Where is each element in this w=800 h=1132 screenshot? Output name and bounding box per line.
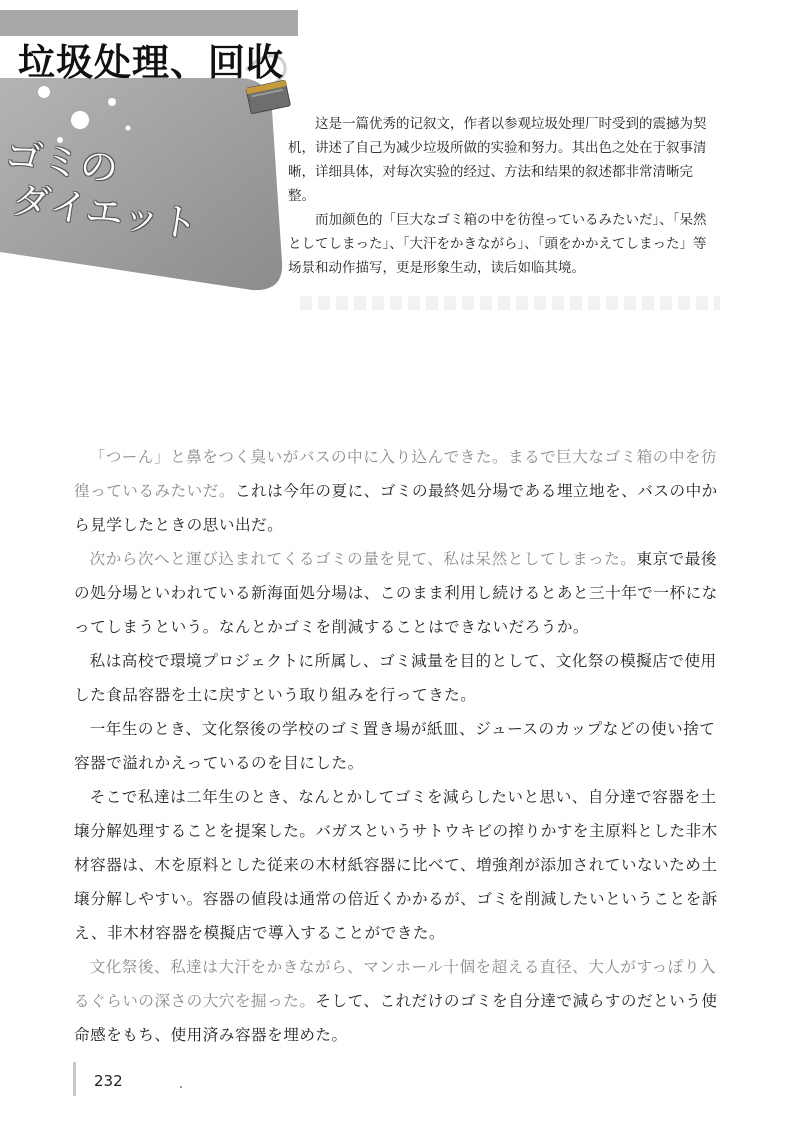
paragraph-text: これは今年の夏に、ゴミの最終処分場である埋立地を、バスの中から見学したときの思い出だ。 bbox=[74, 482, 718, 534]
bubble-decoration bbox=[108, 98, 116, 106]
highlighted-phrase: 次から次へと運び込まれてくるゴミの量を見て、私は呆然としてしまった。 bbox=[89, 550, 637, 568]
chapter-title: 垃圾处理、回收 bbox=[18, 41, 284, 84]
essay-paragraph: 私は高校で環境プロジェクトに所属し、ゴミ減量を目的として、文化祭の模擬店で使用した食品容器を土に戻すという取り組みを行ってきた。 bbox=[74, 652, 717, 704]
speck bbox=[180, 1086, 182, 1088]
bleed-through-text bbox=[300, 296, 720, 310]
intro-paragraph: 这是一篇优秀的记叙文，作者以参观垃圾处理厂时受到的震撼为契机，讲述了自己为减少垃圾所做的实验和努力。其出色之处在于叙事清晰，详细具体，对每次实验的经过、方法和结果的叙述都非常清晰完整。 bbox=[288, 116, 707, 204]
page-number: 232 bbox=[94, 1072, 123, 1090]
footer-rule bbox=[73, 1062, 76, 1096]
essay-paragraph bbox=[74, 440, 724, 542]
essay-paragraph: そこで私達は二年生のとき、なんとかしてゴミを減らしたいと思い、自分達で容器を土壌分解処理することを提案した。バガスというサトウキビの搾りかすを主原料とした非木材容器は、木を原料とした従来の木材紙容器に比べて、増強剤が添加されていないため土壌分解しやすい。容器の値段は通常の倍近くかかるが、ゴミを削減したいということを訴え、非木材容器を模擬店で導入することができた。 bbox=[74, 788, 718, 942]
decorative-title-line-1: ゴミの bbox=[1, 132, 121, 192]
essay-paragraph: 一年生のとき、文化祭後の学校のゴミ置き場が紙皿、ジュースのカップなどの使い捨て容器で溢れかえっているのを目にした。 bbox=[74, 720, 716, 772]
bubble-decoration bbox=[126, 126, 131, 131]
essay-paragraph bbox=[74, 950, 724, 1052]
essay-body bbox=[74, 440, 724, 1052]
decorative-title-line-2: ダイエット bbox=[9, 177, 201, 248]
essay-paragraph bbox=[74, 542, 724, 644]
paragraph-text: 東京で最後の処分場といわれている新海面処分場は、このまま利用し続けるとあと三十年で一杯になってしまうという。なんとかゴミを削減することはできないだろうか。 bbox=[74, 550, 718, 636]
paragraph-text: そして、これだけのゴミを自分達で減らすのだという使命感をもち、使用済み容器を埋めた。 bbox=[74, 992, 718, 1044]
bubble-decoration bbox=[71, 111, 89, 129]
highlighted-phrase: 文化祭後、私達は大汗をかきながら、マンホール十個を超える直径、大人がすっぽり入るぐらいの深さの大穴を掘った。 bbox=[74, 958, 717, 1010]
highlighted-phrase: 「つーん」と鼻をつく臭いがバスの中に入り込んできた。まるで巨大なゴミ箱の中を彷徨っているみたいだ。 bbox=[74, 448, 718, 500]
intro-paragraph: 而加颜色的「巨大なゴミ箱の中を彷徨っているみたいだ」、「呆然としてしまった」、「大汗をかきながら」、「頭をかかえてしまった」等场景和动作描写，更是形象生动，读后如临其境。 bbox=[288, 212, 707, 276]
intro-commentary bbox=[288, 112, 708, 280]
bubble-decoration bbox=[38, 86, 50, 98]
